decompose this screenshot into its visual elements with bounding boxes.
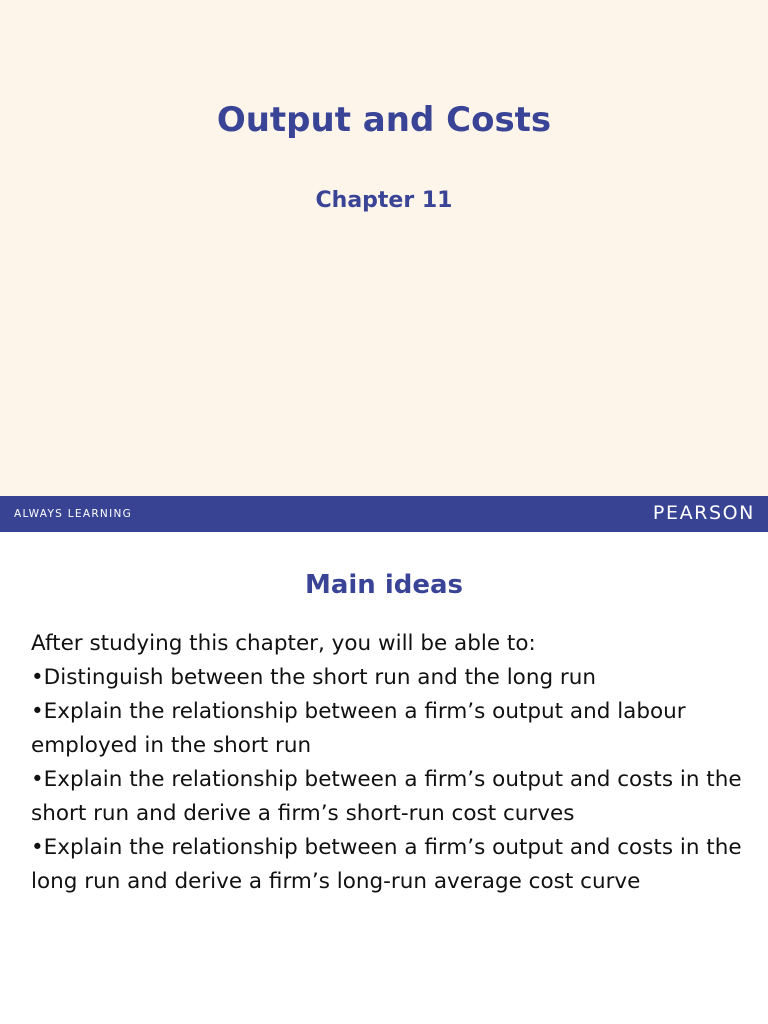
publisher-logo: PEARSON bbox=[652, 502, 755, 524]
slide-title: Output and Costs bbox=[216, 100, 552, 140]
list-item: •Explain the relationship between a firm’s output and costs in the short run and derive a firm’s short-run cost curves bbox=[31, 767, 742, 826]
publisher-band bbox=[0, 496, 768, 532]
title-slide bbox=[0, 0, 768, 496]
chapter-subtitle: Chapter 11 bbox=[315, 188, 453, 213]
section-heading: Main ideas bbox=[304, 570, 464, 600]
tagline: ALWAYS LEARNING bbox=[14, 508, 133, 520]
list-item: •Distinguish between the short run and the long run bbox=[31, 665, 597, 690]
intro-text: After studying this chapter, you will be able to: bbox=[31, 631, 536, 656]
main-ideas-body bbox=[31, 627, 751, 899]
list-item: •Explain the relationship between a firm’s output and labour employed in the short run bbox=[31, 699, 686, 758]
list-item: •Explain the relationship between a firm’s output and costs in the long run and derive a firm’s long-run average cost curve bbox=[31, 835, 742, 894]
